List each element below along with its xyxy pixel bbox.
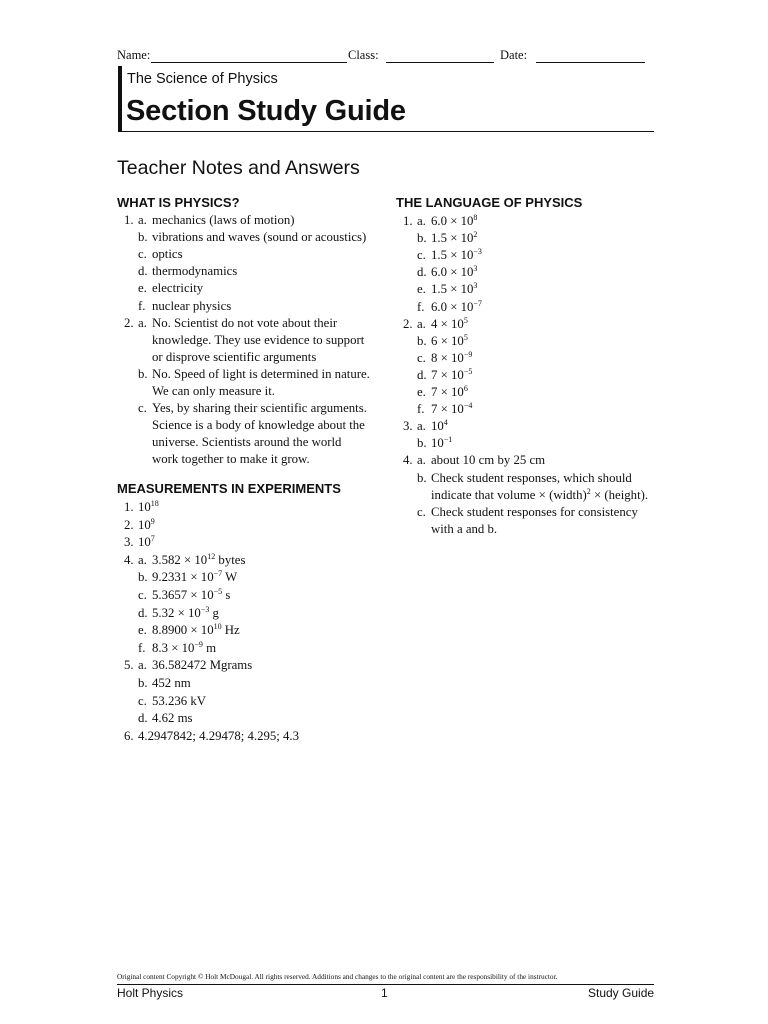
value-base: indicate that volume × (width) (431, 487, 587, 502)
value-base: Check student responses, which should (431, 470, 632, 485)
item-number: 4. (124, 552, 134, 567)
value-exponent: −4 (463, 401, 473, 411)
item-number: 2. (124, 517, 134, 532)
answer-line (396, 213, 656, 230)
answer-line (117, 534, 377, 551)
item-text (431, 230, 477, 247)
answer-line (117, 383, 377, 400)
value-base: 8.8900 × 10 (152, 623, 214, 638)
answer-line (396, 452, 656, 469)
value-exponent: 12 (207, 551, 216, 561)
answer-line (117, 657, 377, 674)
item-letter: c. (138, 693, 147, 708)
value-exponent: 9 (150, 516, 155, 526)
item-letter: b. (138, 676, 148, 690)
item-text: work together to make it grow. (152, 452, 310, 467)
item-text (431, 281, 477, 298)
value-base: 6.0 × 10 (431, 299, 474, 314)
value-base: Check student responses for consistency (431, 504, 638, 519)
answer-line (117, 728, 377, 745)
item-letter: d. (417, 265, 427, 280)
item-text (152, 587, 230, 604)
value-base: 10 (431, 419, 444, 434)
item-number: 3. (403, 419, 413, 434)
item-text: knowledge. They use evidence to support (152, 332, 365, 347)
value-base: 9.2331 × 10 (152, 570, 214, 585)
copyright-notice: Original content Copyright © Holt McDougal. All rights reserved. Additions and changes to the original content are the responsibility of the instructor. (117, 972, 558, 981)
answer-line (117, 366, 377, 383)
item-number: 5. (124, 658, 134, 673)
item-text: optics (152, 247, 183, 262)
value-base: 8.3 × 10 (152, 640, 195, 655)
answer-line (117, 212, 377, 229)
item-text (431, 264, 477, 281)
item-text (431, 350, 472, 367)
footer-rule (117, 984, 654, 985)
item-letter: b. (138, 230, 148, 245)
answer-line (396, 470, 656, 487)
value-exponent: −5 (213, 587, 223, 596)
answer-line (117, 349, 377, 366)
value-base: with a and b. (431, 521, 498, 536)
item-letter: f. (417, 402, 425, 417)
value-unit: × (height). (590, 487, 649, 502)
student-info-header (117, 48, 657, 64)
answer-line (396, 504, 656, 521)
value-exponent: 3 (473, 281, 478, 291)
answer-line (396, 350, 656, 367)
value-base: 1.5 × 10 (431, 248, 474, 263)
value-exponent: −7 (473, 298, 482, 308)
item-letter: e. (417, 282, 426, 297)
answer-line (117, 229, 377, 246)
answer-line (117, 298, 377, 315)
item-letter: e. (138, 623, 147, 638)
item-letter: a. (138, 658, 147, 673)
answer-line (396, 333, 656, 350)
item-number: 2. (403, 316, 413, 331)
item-letter: b. (417, 333, 427, 348)
item-text (431, 213, 477, 230)
chapter-subtitle: The Science of Physics (127, 71, 278, 87)
answer-line (117, 499, 377, 516)
item-text (152, 569, 237, 586)
value-base: about 10 cm by 25 cm (431, 453, 546, 468)
item-text (152, 657, 252, 674)
answer-line (396, 521, 656, 538)
teacher-notes-heading: Teacher Notes and Answers (117, 157, 360, 179)
date-blank[interactable] (536, 62, 645, 63)
value-base: 10 (138, 535, 151, 550)
date-label: Date: (500, 48, 528, 62)
value-base: 452 nm (152, 676, 191, 690)
name-label: Name: (117, 48, 151, 62)
value-exponent: 2 (586, 486, 591, 496)
value-exponent: 5 (463, 332, 468, 342)
footer-guide-title: Study Guide (588, 986, 655, 1000)
item-text (152, 675, 191, 692)
item-letter: c. (417, 504, 426, 519)
page-number: 1 (381, 986, 388, 1000)
value-unit: s (222, 588, 231, 602)
value-exponent: −1 (443, 435, 453, 445)
answer-line (396, 418, 656, 435)
value-base: 10 (138, 517, 151, 532)
item-text: thermodynamics (152, 264, 238, 279)
item-number: 4. (403, 453, 413, 468)
answer-line (117, 400, 377, 417)
item-letter: d. (138, 605, 148, 620)
value-base: 36.582472 Mgrams (152, 658, 253, 673)
item-letter: b. (138, 366, 148, 381)
item-letter: e. (138, 281, 147, 296)
value-base: 7 × 10 (431, 385, 464, 399)
answer-line (117, 587, 377, 604)
value-base: 7 × 10 (431, 367, 464, 382)
item-text (431, 487, 648, 504)
value-exponent: 3 (473, 264, 478, 274)
item-letter: a. (417, 453, 426, 468)
item-text (431, 401, 472, 418)
answer-line (396, 367, 656, 384)
value-exponent: −3 (473, 247, 482, 257)
item-text (152, 693, 206, 710)
item-letter: a. (417, 316, 426, 331)
answer-line (396, 281, 656, 298)
item-text (431, 247, 482, 264)
item-text: No. Speed of light is determined in nature. (152, 366, 370, 381)
value-exponent: 5 (463, 315, 468, 325)
item-letter: c. (417, 350, 426, 365)
answer-line (117, 517, 377, 534)
value-unit: W (222, 570, 238, 585)
value-exponent: 18 (150, 499, 159, 508)
answer-line (396, 435, 656, 452)
class-blank[interactable] (386, 62, 494, 63)
item-text: nuclear physics (152, 298, 232, 313)
answer-line (117, 434, 377, 451)
value-exponent: 8 (473, 213, 478, 222)
item-letter: d. (138, 711, 148, 726)
value-exponent: 4 (443, 418, 448, 428)
value-base: 6 × 10 (431, 333, 464, 348)
item-letter: d. (138, 264, 148, 279)
answer-line (396, 316, 656, 333)
value-base: 1.5 × 10 (431, 282, 474, 297)
answer-line (396, 299, 656, 316)
item-text: vibrations and waves (sound or acoustics) (152, 230, 367, 245)
item-text: No. Scientist do not vote about their (152, 315, 338, 330)
what-is-physics-heading: WHAT IS PHYSICS? (117, 195, 240, 210)
item-letter: f. (417, 299, 425, 314)
answer-line (396, 230, 656, 247)
value-exponent: −7 (213, 569, 223, 579)
value-base: 4.2947842; 4.29478; 4.295; 4.3 (138, 728, 300, 743)
item-letter: c. (138, 588, 147, 602)
item-text: Yes, by sharing their scientific arguments. (152, 401, 367, 416)
item-letter: a. (417, 419, 426, 434)
item-text (431, 435, 452, 452)
value-exponent: −5 (463, 366, 473, 376)
item-text (152, 622, 240, 639)
item-letter: b. (417, 470, 427, 485)
language-of-physics-heading: THE LANGUAGE OF PHYSICS (396, 195, 583, 210)
item-text (431, 316, 468, 333)
item-text (152, 640, 216, 657)
item-number: 1. (124, 213, 134, 227)
item-letter: b. (417, 231, 427, 246)
value-base: 1.5 × 10 (431, 231, 474, 246)
answer-line (117, 710, 377, 727)
item-text (431, 452, 545, 469)
item-letter: c. (138, 247, 147, 262)
value-unit: g (209, 605, 219, 620)
value-base: 7 × 10 (431, 402, 464, 417)
answer-line (396, 264, 656, 281)
answer-line (117, 622, 377, 639)
footer-book-title: Holt Physics (117, 986, 184, 1000)
value-base: 5.3657 × 10 (152, 588, 214, 602)
item-text (152, 710, 193, 727)
item-letter: f. (138, 640, 146, 655)
answer-line (396, 401, 656, 418)
item-text (431, 470, 632, 487)
page-title: Section Study Guide (126, 95, 406, 127)
item-text: Science is a body of knowledge about the (152, 418, 365, 433)
item-text (138, 534, 155, 551)
value-base: 10 (138, 500, 151, 514)
item-letter: a. (417, 214, 426, 228)
item-number: 2. (124, 315, 134, 330)
item-letter: c. (417, 248, 426, 263)
measurements-heading: MEASUREMENTS IN EXPERIMENTS (117, 481, 341, 496)
item-text (152, 552, 245, 569)
item-text (138, 728, 299, 745)
item-letter: e. (417, 385, 426, 399)
value-base: 4 × 10 (431, 316, 464, 331)
value-exponent: 7 (150, 534, 155, 544)
title-rule (118, 131, 654, 132)
item-number: 1. (124, 500, 134, 514)
answer-line (117, 263, 377, 280)
value-base: 3.582 × 10 (152, 552, 208, 567)
item-text (138, 499, 159, 516)
item-text (431, 367, 472, 384)
answer-line (117, 693, 377, 710)
answer-line (117, 315, 377, 332)
answer-line (117, 569, 377, 586)
answer-line (396, 384, 656, 401)
item-letter: a. (138, 552, 147, 567)
answer-line (117, 280, 377, 297)
class-label: Class: (348, 48, 379, 62)
answer-line (117, 552, 377, 569)
item-letter: d. (417, 367, 427, 382)
value-base: 10 (431, 436, 444, 451)
value-exponent: −3 (200, 604, 210, 614)
value-unit: m (202, 640, 217, 655)
value-unit: bytes (215, 552, 246, 567)
item-text: or disprove scientific arguments (152, 349, 317, 364)
answer-line (396, 487, 656, 504)
item-number: 6. (124, 728, 134, 743)
value-unit: Hz (221, 623, 240, 638)
item-number: 3. (124, 535, 134, 550)
answer-line (117, 605, 377, 622)
title-bar (118, 66, 122, 132)
item-text: electricity (152, 281, 204, 296)
answer-line (117, 246, 377, 263)
item-letter: f. (138, 298, 146, 313)
item-text (431, 299, 482, 316)
item-text (152, 605, 219, 622)
answer-line (117, 640, 377, 657)
item-letter: a. (138, 315, 147, 330)
value-base: 6.0 × 10 (431, 265, 474, 280)
value-exponent: 2 (473, 230, 478, 240)
item-letter: a. (138, 213, 147, 227)
answer-line (396, 247, 656, 264)
item-text: mechanics (laws of motion) (152, 213, 295, 227)
value-exponent: −9 (463, 349, 473, 359)
name-blank[interactable] (151, 62, 347, 63)
item-number: 1. (403, 214, 413, 228)
value-exponent: −9 (194, 639, 203, 649)
answer-line (117, 451, 377, 468)
value-base: 4.62 ms (152, 711, 193, 726)
item-text (431, 418, 448, 435)
answer-line (117, 332, 377, 349)
answer-line (117, 417, 377, 434)
item-text (431, 333, 468, 350)
item-text: universe. Scientists around the world (152, 435, 342, 450)
item-letter: c. (138, 401, 147, 416)
item-text (138, 517, 155, 534)
value-base: 53.236 kV (152, 693, 207, 708)
value-exponent: 10 (213, 622, 222, 632)
answer-line (117, 675, 377, 692)
value-base: 8 × 10 (431, 350, 464, 365)
item-text (431, 504, 638, 521)
value-base: 5.32 × 10 (152, 605, 201, 620)
item-letter: b. (138, 570, 148, 585)
item-letter: b. (417, 436, 427, 451)
item-text (431, 384, 468, 401)
item-text (431, 521, 497, 538)
value-exponent: 6 (463, 384, 468, 393)
value-base: 6.0 × 10 (431, 214, 474, 228)
item-text: We can only measure it. (152, 384, 275, 398)
